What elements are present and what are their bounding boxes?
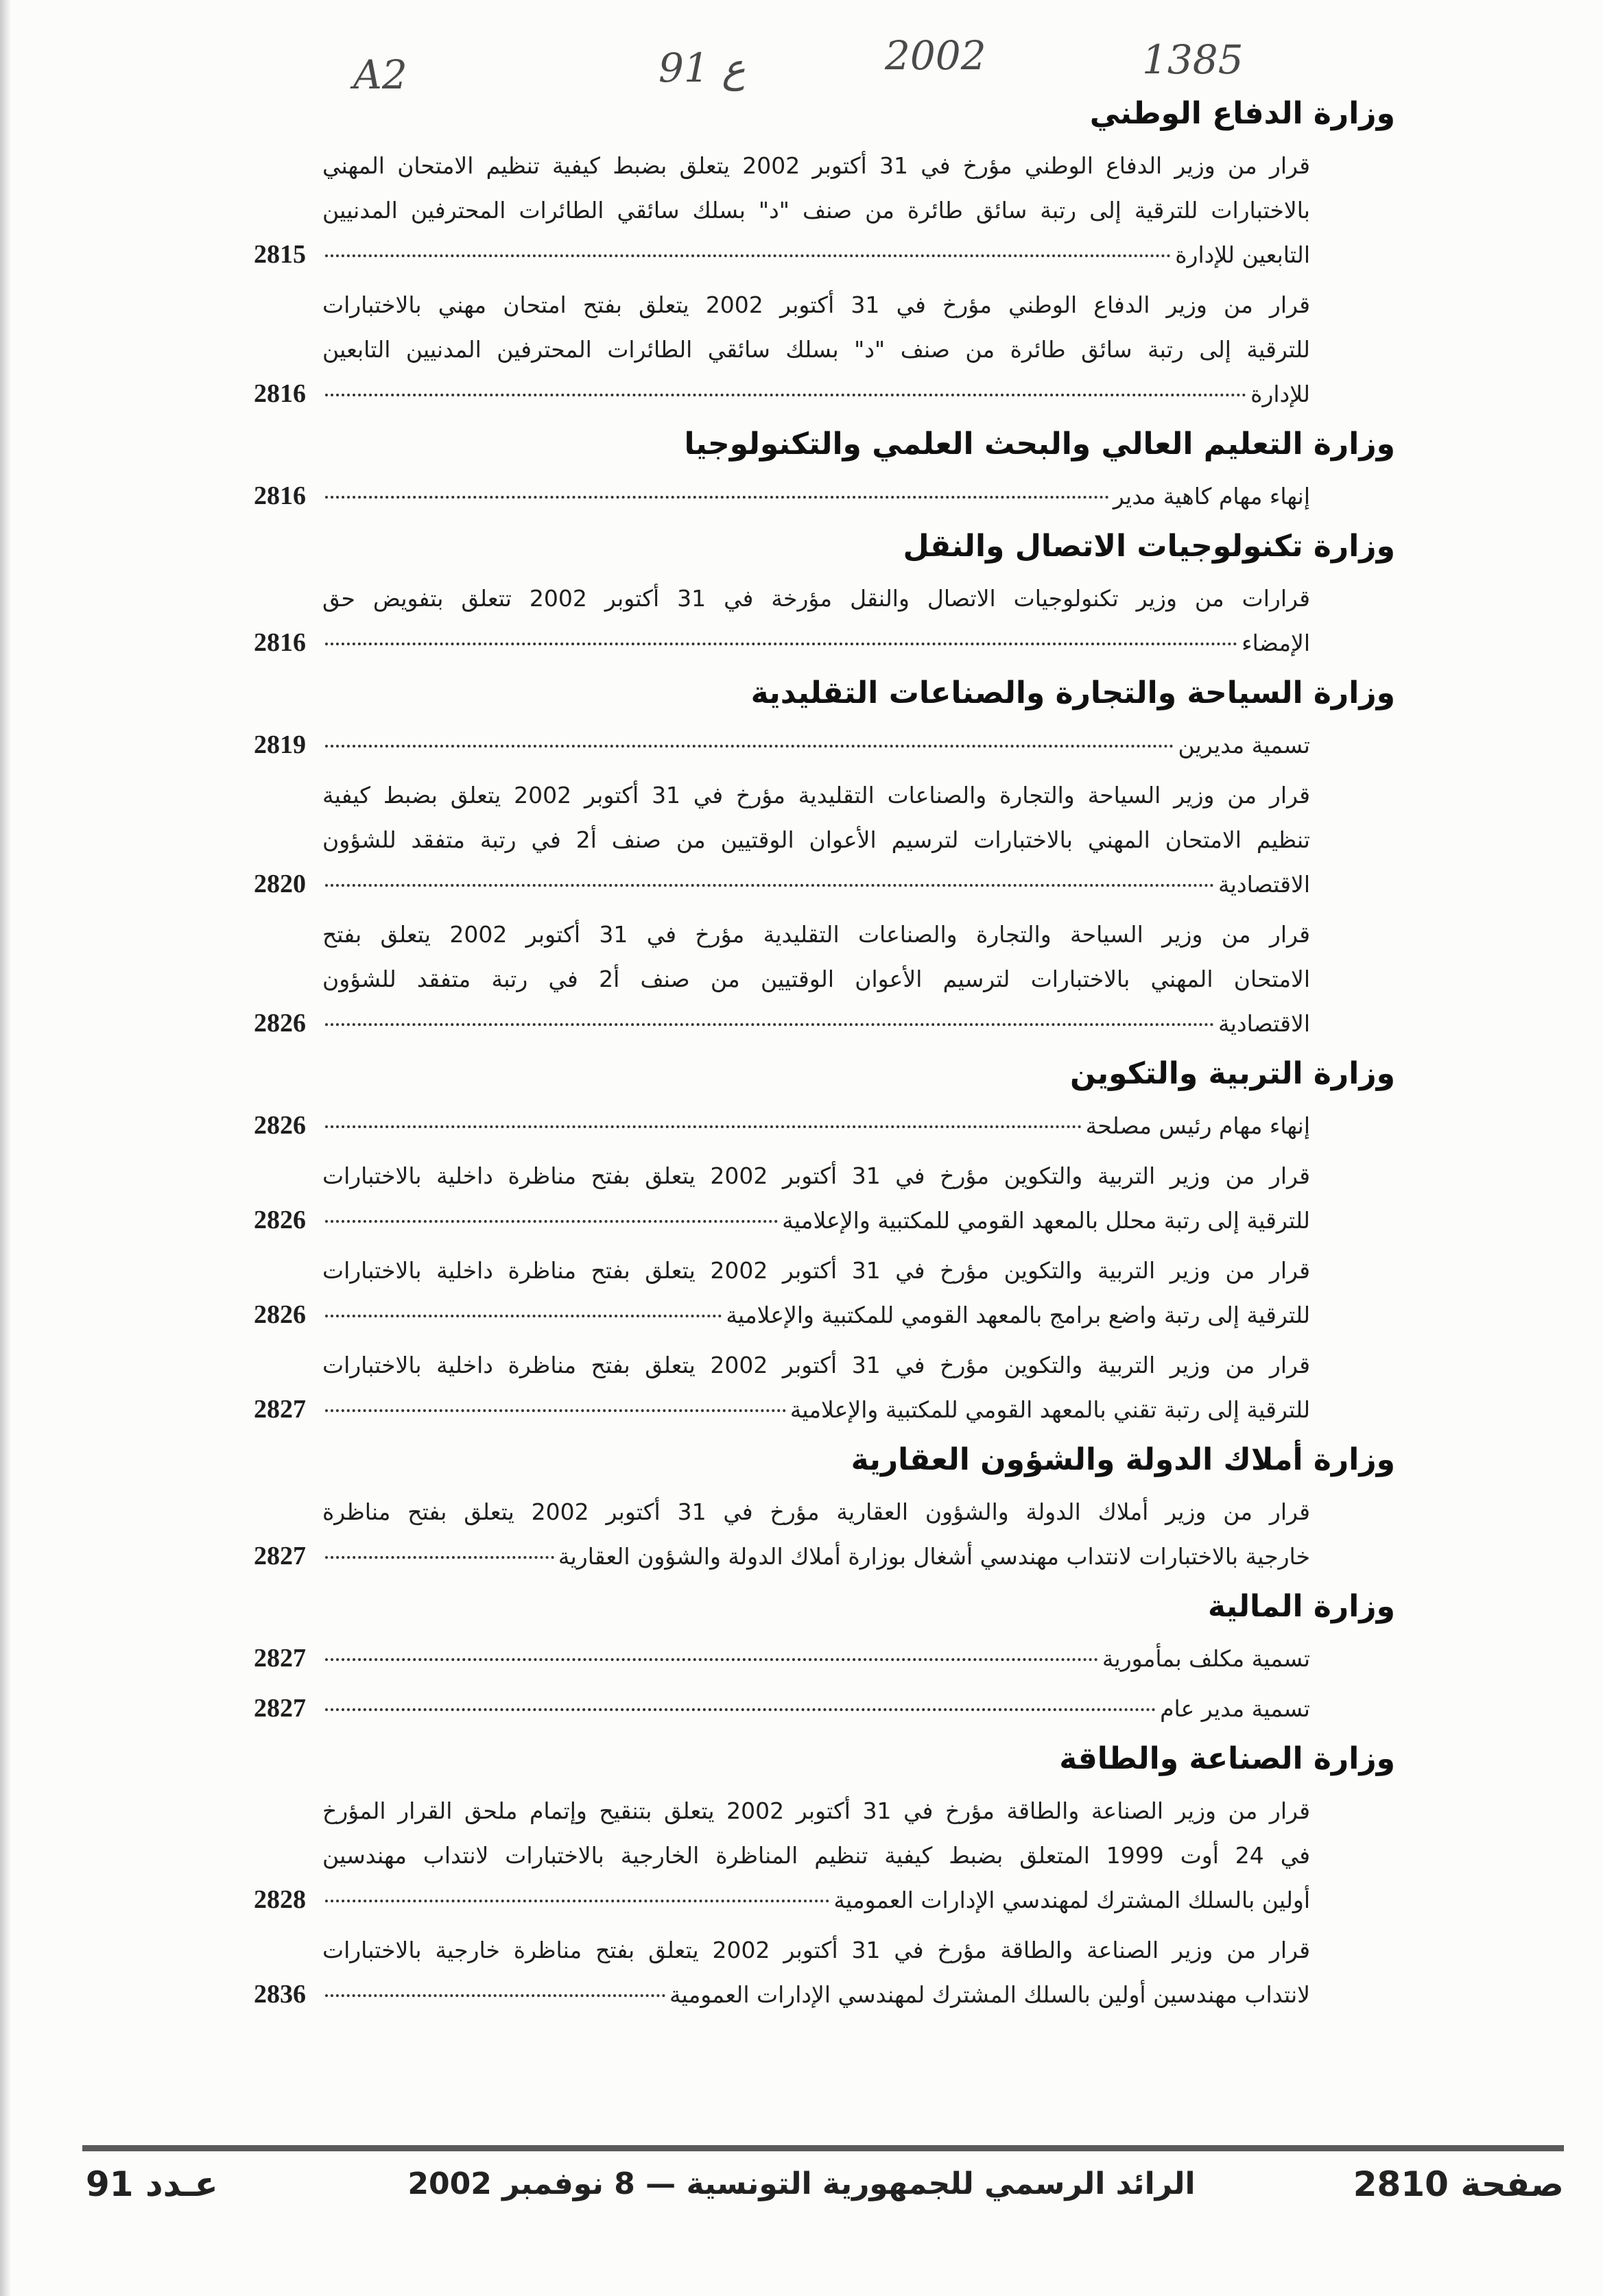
dot-leader <box>325 1219 778 1223</box>
entry-text-line: قرار من وزير التربية والتكوين مؤرخ في 31 أكتوبر 2002 يتعلق بفتح مناظرة داخلية بالاختبارات <box>322 1162 1310 1189</box>
dot-leader <box>325 1023 1214 1026</box>
page-number: 2819 <box>254 730 306 759</box>
dot-leader <box>325 1125 1082 1128</box>
entry-last-line <box>254 1534 1310 1579</box>
entry-text-line: قرار من وزير الدفاع الوطني مؤرخ في 31 أكتوبر 2002 يتعلق بفتح امتحان مهني بالاختبارات <box>322 291 1310 318</box>
ministry-heading: وزارة تكنولوجيات الاتصال والنقل <box>903 529 1395 564</box>
entry-text-line: التابعين للإدارة <box>1175 241 1310 268</box>
entry-last-line <box>254 1293 1310 1337</box>
ministry-heading: وزارة أملاك الدولة والشؤون العقارية <box>851 1442 1395 1477</box>
ministry-heading: وزارة الدفاع الوطني <box>1089 96 1395 131</box>
entry-text-line: قرار من وزير التربية والتكوين مؤرخ في 31 أكتوبر 2002 يتعلق بفتح مناظرة داخلية بالاختبارات <box>322 1257 1310 1284</box>
page-number: 2815 <box>254 240 306 269</box>
entry-text-line: قرار من وزير الصناعة والطاقة مؤرخ في 31 أكتوبر 2002 يتعلق بفتح مناظرة خارجية بالاختبارات <box>322 1937 1310 1963</box>
footer-publication: الرائد الرسمي للجمهورية التونسية — 8 نوفمبر 2002 <box>407 2166 1196 2201</box>
entry-last-line <box>254 1103 1310 1148</box>
ministry-section <box>254 90 1395 416</box>
entry-text-line: تسمية مكلف بمأمورية <box>1102 1645 1310 1672</box>
dot-leader <box>325 1708 1156 1711</box>
ministry-heading: وزارة التربية والتكوين <box>1069 1056 1395 1091</box>
entry-text-line: أولين بالسلك المشترك لمهندسي الإدارات العمومية <box>833 1887 1310 1913</box>
page-number: 2826 <box>254 1300 306 1329</box>
entry-text-line: الامتحان المهني بالاختبارات لترسيم الأعوان الوقتيين من صنف أ2 في رتبة متفقد للشؤون <box>322 966 1310 992</box>
table-of-contents <box>254 86 1395 2017</box>
dot-leader <box>325 1314 722 1317</box>
dot-leader <box>325 1899 829 1902</box>
page-number: 2828 <box>254 1885 306 1914</box>
page-number: 2827 <box>254 1694 306 1723</box>
ministry-heading: وزارة الصناعة والطاقة <box>1059 1741 1395 1776</box>
dot-leader <box>325 744 1174 748</box>
toc-entry <box>254 1103 1310 1148</box>
handwritten-note: 1385 <box>1142 36 1244 83</box>
entry-text-line: إنهاء مهام رئيس مصلحة <box>1085 1112 1310 1139</box>
entry-text-line: لانتداب مهندسين أولين بالسلك المشترك لمهندسي الإدارات العمومية <box>669 1981 1310 2008</box>
entry-text-line: قرار من وزير أملاك الدولة والشؤون العقارية مؤرخ في 31 أكتوبر 2002 يتعلق بفتح مناظرة <box>322 1498 1310 1525</box>
toc-entry <box>254 1153 1310 1243</box>
toc-entry <box>254 1490 1310 1579</box>
entry-text-line: تسمية مدير عام <box>1160 1695 1310 1722</box>
page-edge-shadow <box>0 0 11 2296</box>
page-number: 2816 <box>254 481 306 510</box>
ministry-heading: وزارة السياحة والتجارة والصناعات التقليدية <box>750 675 1395 710</box>
entry-last-line <box>254 1001 1310 1046</box>
dot-leader <box>325 254 1171 257</box>
handwritten-note: 91 ع <box>658 45 746 91</box>
page-number: 2827 <box>254 1644 306 1673</box>
entry-text-line: الإمضاء <box>1242 630 1310 656</box>
toc-entry <box>254 773 1310 907</box>
toc-entry <box>254 283 1310 416</box>
dot-leader <box>325 495 1109 499</box>
ministry-section <box>254 523 1395 665</box>
entry-text-line: للترقية إلى رتبة تقني بالمعهد القومي للمكتبية والإعلامية <box>789 1396 1310 1423</box>
ministry-section <box>254 1050 1395 1432</box>
footer-page-number: صفحة 2810 <box>1353 2164 1564 2204</box>
dot-leader <box>325 1658 1098 1661</box>
entry-text-line: للإدارة <box>1250 381 1310 407</box>
page-number: 2816 <box>254 379 306 408</box>
ministry-section <box>254 1436 1395 1579</box>
entry-text-line: قرار من وزير التربية والتكوين مؤرخ في 31 أكتوبر 2002 يتعلق بفتح مناظرة داخلية بالاختبارات <box>322 1352 1310 1378</box>
toc-entry <box>254 1343 1310 1432</box>
entry-last-line <box>254 621 1310 665</box>
entry-text-line: قرارات من وزير تكنولوجيات الاتصال والنقل مؤرخة في 31 أكتوبر 2002 تتعلق بتفويض حق <box>322 585 1310 612</box>
entry-text-line: للترقية إلى رتبة سائق طائرة من صنف "د" بسلك سائقي الطائرات المحترفين المدنيين التابعين <box>322 336 1310 363</box>
page-number: 2826 <box>254 1206 306 1234</box>
toc-entry <box>254 912 1310 1046</box>
entry-last-line <box>254 372 1310 416</box>
entry-text-line: بالاختبارات للترقية إلى رتبة سائق طائرة من صنف "د" بسلك سائقي الطائرات المحترفين المدنيين <box>322 197 1310 224</box>
toc-entry <box>254 143 1310 277</box>
entry-last-line <box>254 1198 1310 1243</box>
page-number: 2820 <box>254 870 306 898</box>
footer-rule <box>82 2145 1564 2151</box>
entry-last-line <box>254 474 1310 518</box>
entry-text-line: للترقية إلى رتبة محلل بالمعهد القومي للمكتبية والإعلامية <box>782 1207 1310 1234</box>
ministry-heading: وزارة التعليم العالي والبحث العلمي والتكنولوجيا <box>684 427 1395 462</box>
toc-entry <box>254 474 1310 518</box>
dot-leader <box>325 883 1214 887</box>
toc-entry <box>254 1248 1310 1337</box>
dot-leader <box>325 1994 665 1997</box>
entry-text-line: قرار من وزير الدفاع الوطني مؤرخ في 31 أكتوبر 2002 يتعلق بضبط كيفية تنظيم الامتحان المهني <box>322 152 1310 179</box>
page-number: 2826 <box>254 1111 306 1140</box>
entry-text-line: الاقتصادية <box>1218 1010 1310 1037</box>
entry-last-line <box>254 1686 1310 1731</box>
toc-entry <box>254 1928 1310 2017</box>
entry-text-line: تنظيم الامتحان المهني بالاختبارات لترسيم الأعوان الوقتيين من صنف أ2 في رتبة متفقد للشؤون <box>322 826 1310 853</box>
ministry-section <box>254 669 1395 1046</box>
toc-entry <box>254 723 1310 767</box>
page-number: 2827 <box>254 1395 306 1424</box>
entry-last-line <box>254 1878 1310 1922</box>
toc-entry <box>254 1789 1310 1922</box>
dot-leader <box>325 642 1237 645</box>
dot-leader <box>325 1409 786 1412</box>
toc-entry <box>254 576 1310 665</box>
toc-entry <box>254 1636 1310 1681</box>
entry-text-line: تسمية مديرين <box>1178 732 1310 758</box>
dot-leader <box>325 1555 554 1559</box>
entry-text-line: قرار من وزير الصناعة والطاقة مؤرخ في 31 أكتوبر 2002 يتعلق بتنقيح وإتمام ملحق القرار المؤرخ <box>322 1797 1310 1824</box>
entry-text-line: للترقية إلى رتبة واضع برامج بالمعهد القومي للمكتبية والإعلامية <box>726 1302 1310 1328</box>
handwritten-note: 2002 <box>885 32 986 79</box>
entry-last-line <box>254 232 1310 277</box>
entry-last-line <box>254 1636 1310 1681</box>
entry-last-line <box>254 1972 1310 2017</box>
entry-text-line: قرار من وزير السياحة والتجارة والصناعات التقليدية مؤرخ في 31 أكتوبر 2002 يتعلق بفتح <box>322 921 1310 948</box>
entry-last-line <box>254 862 1310 907</box>
page-number: 2816 <box>254 628 306 657</box>
entry-text-line: الاقتصادية <box>1218 871 1310 898</box>
entry-last-line <box>254 723 1310 767</box>
ministry-section <box>254 1735 1395 2017</box>
entry-text-line: خارجية بالاختبارات لانتداب مهندسي أشغال بوزارة أملاك الدولة والشؤون العقارية <box>558 1543 1310 1570</box>
entry-last-line <box>254 1387 1310 1432</box>
dot-leader <box>325 393 1246 396</box>
handwritten-note: A2 <box>353 51 407 98</box>
page-number: 2827 <box>254 1542 306 1570</box>
entry-text-line: في 24 أوت 1999 المتعلق بضبط كيفية تنظيم المناظرة الخارجية بالاختبارات لانتداب مهندسين <box>322 1842 1310 1869</box>
ministry-heading: وزارة المالية <box>1207 1589 1395 1624</box>
entry-text-line: قرار من وزير السياحة والتجارة والصناعات التقليدية مؤرخ في 31 أكتوبر 2002 يتعلق بضبط كيفية <box>322 782 1310 809</box>
ministry-section <box>254 1583 1395 1731</box>
page-number: 2826 <box>254 1009 306 1038</box>
page-number: 2836 <box>254 1980 306 2009</box>
footer-issue-number: عـدد 91 <box>86 2164 218 2204</box>
ministry-section <box>254 420 1395 518</box>
toc-entry <box>254 1686 1310 1731</box>
entry-text-line: إنهاء مهام كاهية مدير <box>1113 483 1310 510</box>
